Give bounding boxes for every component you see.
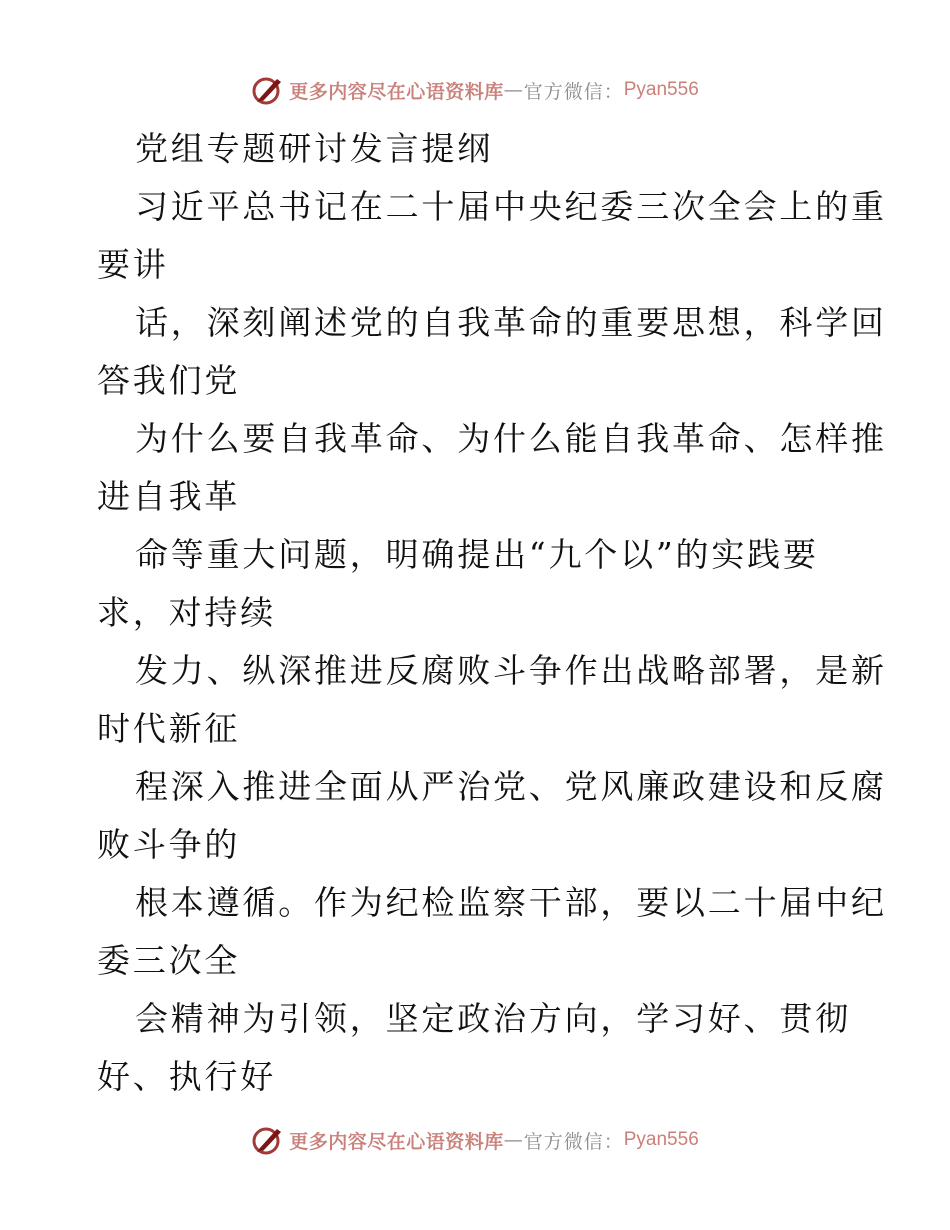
paragraph-line: 会精神为引领，坚定政治方向，学习好、贯彻 — [135, 999, 851, 1038]
document-title: 党组专题研讨发言提纲 — [135, 129, 493, 168]
quill-pen-circle-icon — [251, 1123, 285, 1157]
header-dash: — — [503, 79, 524, 101]
quill-pen-circle-icon — [251, 73, 285, 107]
footer-wechat-label: 官方微信： — [523, 1130, 624, 1153]
paragraph-line: 为什么要自我革命、为什么能自我革命、怎样推 — [135, 419, 887, 458]
footer-site-text: 更多内容尽在心语资料库 — [289, 1130, 504, 1153]
header-wechat-id: Pyan556 — [623, 79, 699, 100]
paragraph-line: 求，对持续 — [97, 593, 276, 632]
footer-dash: — — [503, 1129, 524, 1151]
paragraph-line: 话，深刻阐述党的自我革命的重要思想，科学回 — [135, 303, 887, 342]
paragraph-line: 根本遵循。作为纪检监察干部，要以二十届中纪 — [135, 883, 887, 922]
footer-wechat-id: Pyan556 — [623, 1129, 699, 1150]
paragraph-line: 委三次全 — [97, 941, 241, 980]
paragraph-line: 命等重大问题，明确提出“九个以”的实践要 — [135, 535, 819, 574]
paragraph-line: 程深入推进全面从严治党、党风廉政建设和反腐 — [135, 767, 887, 806]
paragraph-line: 答我们党 — [97, 361, 241, 400]
footer-watermark-banner — [0, 1118, 950, 1162]
document-body — [97, 120, 887, 1106]
paragraph-line: 好、执行好 — [97, 1057, 276, 1096]
paragraph-line: 发力、纵深推进反腐败斗争作出战略部署，是新 — [135, 651, 887, 690]
paragraph-line: 习近平总书记在二十届中央纪委三次全会上的重 — [135, 187, 887, 226]
paragraph-line: 时代新征 — [97, 709, 241, 748]
paragraph-line: 进自我革 — [97, 477, 241, 516]
header-watermark-banner — [0, 68, 950, 112]
header-site-text: 更多内容尽在心语资料库 — [289, 80, 504, 103]
paragraph-line: 要讲 — [97, 245, 169, 284]
header-wechat-label: 官方微信： — [523, 80, 624, 103]
paragraph-line: 败斗争的 — [97, 825, 241, 864]
